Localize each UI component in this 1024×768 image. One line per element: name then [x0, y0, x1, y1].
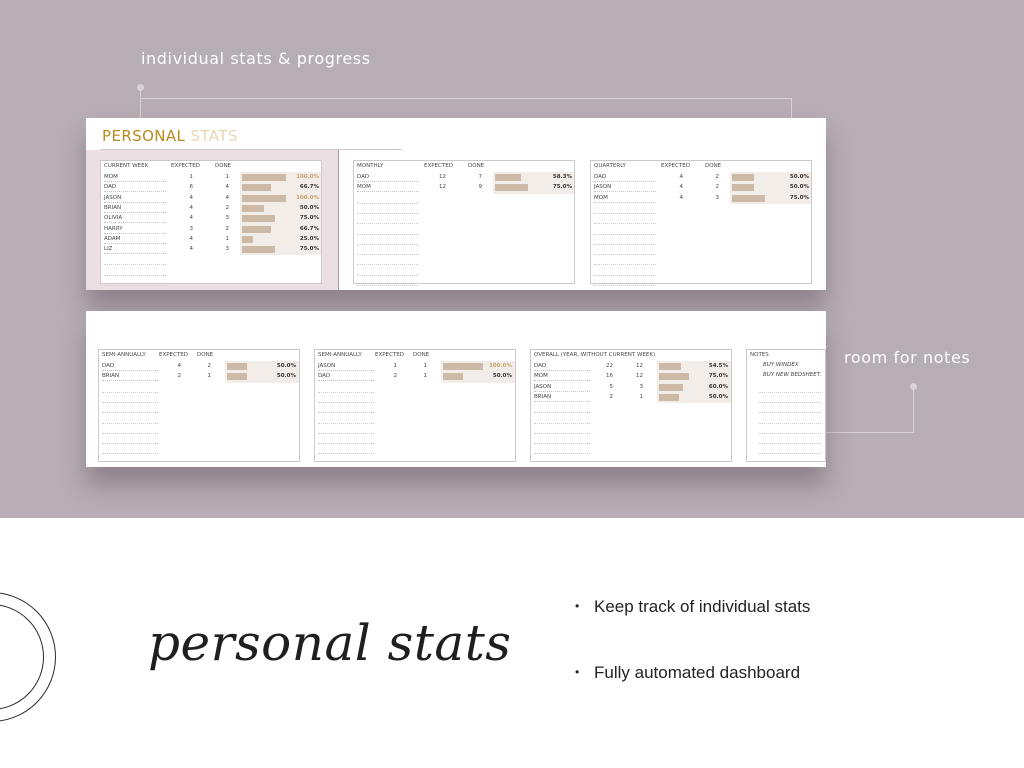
- semi-annually-panel-1: [98, 349, 300, 462]
- expected-count: 4: [679, 174, 683, 180]
- progress-bar: [242, 174, 286, 181]
- current-week-panel: [100, 160, 322, 284]
- member-name: DAD: [318, 373, 374, 381]
- progress-percent: 50.0%: [276, 373, 296, 380]
- done-count: 1: [225, 235, 229, 242]
- done-count: 9: [478, 184, 482, 191]
- member-name: MOM: [104, 174, 166, 182]
- stat-row: [99, 372, 299, 381]
- empty-row-line: [102, 423, 158, 424]
- expected-count: 2: [177, 373, 181, 380]
- progress-percent: 60.0%: [708, 383, 728, 390]
- stats-sheet-bottom: [86, 311, 826, 467]
- done-count: 3: [639, 383, 643, 390]
- done-header: DONE: [197, 352, 214, 358]
- progress-percent: 50.0%: [789, 184, 809, 191]
- stat-row: [101, 214, 321, 223]
- expected-header: EXPECTED: [375, 352, 404, 358]
- empty-row-line: [534, 453, 590, 454]
- expected-count: 4: [189, 204, 193, 211]
- stat-row: [591, 194, 811, 203]
- stat-row: [591, 173, 811, 182]
- stat-row: [531, 372, 731, 381]
- callout-connector: [913, 386, 914, 432]
- progress-percent: 66.7%: [299, 225, 319, 232]
- member-name: JASON: [534, 384, 590, 392]
- stat-row: [101, 194, 321, 203]
- empty-row-line: [534, 423, 590, 424]
- callout-connector: [791, 98, 792, 118]
- panel-header: [99, 350, 299, 361]
- expected-count: 5: [609, 383, 613, 390]
- progress-bar: [242, 226, 271, 233]
- notes-header: [747, 350, 825, 361]
- notes-item[interactable]: BUY WINDEX: [763, 362, 799, 368]
- period-label: OVERALL (YEAR, WITHOUT CURRENT WEEK): [534, 352, 656, 358]
- empty-row-line: [318, 392, 374, 393]
- done-count: 2: [715, 184, 719, 191]
- progress-bar: [495, 174, 521, 181]
- empty-row-line: [318, 402, 374, 403]
- stat-row: [101, 245, 321, 254]
- member-name: JASON: [594, 184, 656, 192]
- notes-header-label: NOTES: [750, 352, 769, 358]
- empty-row-line: [102, 433, 158, 434]
- progress-percent: 50.0%: [492, 373, 512, 380]
- done-count: 3: [225, 215, 229, 222]
- progress-percent: 58.3%: [552, 174, 572, 180]
- empty-note-line: [759, 412, 821, 413]
- stat-row: [101, 183, 321, 192]
- done-header: DONE: [413, 352, 430, 358]
- empty-row-line: [594, 285, 656, 286]
- sheet-divider: [338, 150, 339, 290]
- feature-bullet: [575, 597, 810, 617]
- expected-count: 12: [439, 184, 446, 191]
- member-name: BRIAN: [104, 205, 166, 213]
- done-count: 1: [225, 174, 229, 180]
- bullet-dot-icon: •: [575, 599, 580, 613]
- empty-row-line: [357, 234, 419, 235]
- empty-row-line: [318, 423, 374, 424]
- panel-header: [354, 161, 574, 172]
- expected-count: 1: [393, 363, 397, 369]
- empty-row-line: [594, 254, 656, 255]
- empty-row-line: [357, 275, 419, 276]
- empty-row-line: [594, 275, 656, 276]
- done-count: 1: [423, 373, 427, 380]
- progress-percent: 75.0%: [789, 194, 809, 201]
- progress-bar: [659, 373, 689, 380]
- expected-header: EXPECTED: [159, 352, 188, 358]
- progress-bar: [242, 215, 275, 222]
- empty-row-line: [357, 254, 419, 255]
- member-name: MOM: [594, 195, 656, 203]
- empty-row-line: [357, 203, 419, 204]
- expected-count: 6: [189, 184, 193, 191]
- expected-count: 16: [606, 373, 613, 380]
- expected-count: 4: [177, 363, 181, 369]
- feature-bullet: [575, 663, 800, 683]
- member-name: JASON: [318, 363, 374, 371]
- empty-row-line: [318, 443, 374, 444]
- done-count: 12: [636, 373, 643, 380]
- progress-percent: 100.0%: [296, 174, 319, 180]
- stat-row: [354, 173, 574, 182]
- period-label: MONTHLY: [357, 163, 384, 169]
- expected-count: 4: [679, 184, 683, 191]
- empty-row-line: [594, 264, 656, 265]
- stat-row: [101, 204, 321, 213]
- progress-percent: 75.0%: [299, 215, 319, 222]
- empty-row-line: [102, 392, 158, 393]
- empty-row-line: [102, 402, 158, 403]
- member-name: MOM: [357, 184, 419, 192]
- done-count: 7: [478, 174, 482, 180]
- done-count: 3: [225, 246, 229, 253]
- bullet-dot-icon: •: [575, 665, 580, 679]
- empty-row-line: [102, 412, 158, 413]
- expected-header: EXPECTED: [171, 163, 200, 169]
- period-label: SEMI-ANNUALLY: [318, 352, 362, 358]
- empty-row-line: [534, 443, 590, 444]
- member-name: DAD: [102, 363, 158, 371]
- expected-count: 22: [606, 363, 613, 369]
- empty-note-line: [759, 402, 821, 403]
- stat-row: [101, 235, 321, 244]
- notes-callout: room for notes: [844, 348, 971, 367]
- stat-row: [354, 183, 574, 192]
- stat-row: [531, 383, 731, 392]
- progress-bar: [242, 246, 275, 253]
- empty-row-line: [318, 433, 374, 434]
- progress-percent: 75.0%: [708, 373, 728, 380]
- callout-connector: [140, 87, 141, 118]
- expected-count: 4: [189, 194, 193, 201]
- member-name: OLIVIA: [104, 215, 166, 223]
- progress-percent: 100.0%: [296, 194, 319, 201]
- done-count: 2: [225, 204, 229, 211]
- empty-row-line: [534, 433, 590, 434]
- member-name: MOM: [534, 373, 590, 381]
- empty-row-line: [318, 453, 374, 454]
- progress-percent: 50.0%: [708, 393, 728, 400]
- done-count: 12: [636, 363, 643, 369]
- stats-sheet-top: [86, 118, 826, 290]
- progress-percent: 25.0%: [299, 235, 319, 242]
- progress-bar: [242, 184, 271, 191]
- member-name: ADAM: [104, 236, 166, 244]
- feature-text: Keep track of individual stats: [594, 597, 811, 616]
- empty-row-line: [104, 264, 166, 265]
- progress-percent: 66.7%: [299, 184, 319, 191]
- empty-row-line: [104, 285, 166, 286]
- member-name: DAD: [357, 174, 419, 182]
- panel-header: [101, 161, 321, 172]
- done-count: 2: [207, 363, 211, 369]
- empty-note-line: [759, 423, 821, 424]
- stat-row: [531, 362, 731, 371]
- expected-count: 2: [393, 373, 397, 380]
- progress-percent: 50.0%: [789, 174, 809, 180]
- empty-row-line: [357, 244, 419, 245]
- expected-count: 1: [189, 174, 193, 180]
- progress-percent: 54.5%: [708, 363, 728, 369]
- done-count: 2: [715, 174, 719, 180]
- progress-bar: [732, 174, 754, 181]
- semi-annually-panel-2: [314, 349, 516, 462]
- progress-percent: 50.0%: [299, 204, 319, 211]
- stat-row: [531, 393, 731, 402]
- empty-note-line: [759, 443, 821, 444]
- progress-bar: [495, 184, 528, 191]
- expected-header: EXPECTED: [661, 163, 690, 169]
- stat-row: [315, 362, 515, 371]
- callout-connector: [140, 98, 792, 99]
- quarterly-panel: [590, 160, 812, 284]
- done-count: 1: [207, 373, 211, 380]
- empty-row-line: [102, 453, 158, 454]
- done-count: 2: [225, 225, 229, 232]
- progress-bar: [659, 394, 679, 401]
- empty-row-line: [594, 244, 656, 245]
- stat-row: [99, 362, 299, 371]
- done-header: DONE: [705, 163, 722, 169]
- done-count: 4: [225, 184, 229, 191]
- empty-note-line: [759, 392, 821, 393]
- empty-row-line: [104, 275, 166, 276]
- empty-row-line: [594, 223, 656, 224]
- expected-count: 2: [609, 393, 613, 400]
- notes-panel: [746, 349, 826, 462]
- done-count: 3: [715, 194, 719, 201]
- expected-count: 4: [679, 194, 683, 201]
- progress-bar: [242, 205, 264, 212]
- progress-bar: [227, 373, 247, 380]
- expected-count: 4: [189, 215, 193, 222]
- done-header: DONE: [215, 163, 232, 169]
- panel-header: [591, 161, 811, 172]
- monthly-panel: [353, 160, 575, 284]
- empty-row-line: [357, 264, 419, 265]
- sheet-title: [102, 127, 238, 145]
- done-count: 1: [639, 393, 643, 400]
- period-label: CURRENT WEEK: [104, 163, 149, 169]
- empty-note-line: [759, 433, 821, 434]
- progress-bar: [242, 236, 253, 243]
- empty-row-line: [357, 223, 419, 224]
- overall-panel: [530, 349, 732, 462]
- expected-header: EXPECTED: [424, 163, 453, 169]
- empty-row-line: [102, 443, 158, 444]
- member-name: JASON: [104, 195, 166, 203]
- sheet-title-light: STATS: [190, 127, 238, 145]
- done-header: DONE: [468, 163, 485, 169]
- member-name: HARRY: [104, 226, 166, 234]
- expected-count: 3: [189, 225, 193, 232]
- empty-row-line: [318, 412, 374, 413]
- progress-percent: 75.0%: [299, 246, 319, 253]
- empty-row-line: [594, 213, 656, 214]
- done-count: 4: [225, 194, 229, 201]
- panel-header: [531, 350, 731, 361]
- period-label: SEMI-ANNUALLY: [102, 352, 146, 358]
- title-underline: [100, 149, 402, 150]
- stats-callout: individual stats & progress: [141, 49, 371, 68]
- member-name: LIZ: [104, 246, 166, 254]
- empty-row-line: [357, 213, 419, 214]
- empty-note-line: [759, 453, 821, 454]
- stat-row: [101, 173, 321, 182]
- empty-row-line: [594, 234, 656, 235]
- done-count: 1: [423, 363, 427, 369]
- expected-count: 12: [439, 174, 446, 180]
- member-name: DAD: [594, 174, 656, 182]
- expected-count: 4: [189, 235, 193, 242]
- member-name: DAD: [104, 184, 166, 192]
- section-heading: personal stats: [148, 614, 512, 672]
- empty-row-line: [357, 285, 419, 286]
- sheet-title-bold: PERSONAL: [102, 127, 186, 145]
- progress-bar: [732, 184, 754, 191]
- progress-bar: [443, 373, 463, 380]
- stat-row: [315, 372, 515, 381]
- progress-percent: 75.0%: [552, 184, 572, 191]
- progress-bar: [242, 195, 286, 202]
- progress-percent: 100.0%: [489, 363, 512, 369]
- progress-bar: [732, 195, 765, 202]
- panel-header: [315, 350, 515, 361]
- member-name: DAD: [534, 363, 590, 371]
- expected-count: 4: [189, 246, 193, 253]
- stat-row: [591, 183, 811, 192]
- member-name: BRIAN: [102, 373, 158, 381]
- feature-text: Fully automated dashboard: [594, 663, 801, 682]
- progress-percent: 50.0%: [276, 363, 296, 369]
- member-name: BRIAN: [534, 394, 590, 402]
- callout-connector: [826, 432, 914, 433]
- progress-bar: [659, 384, 683, 391]
- notes-item[interactable]: BUY NEW BEDSHEET.: [763, 372, 822, 378]
- progress-bar: [227, 363, 247, 370]
- period-label: QUARTERLY: [594, 163, 626, 169]
- stat-row: [101, 225, 321, 234]
- empty-row-line: [534, 412, 590, 413]
- progress-bar: [659, 363, 681, 370]
